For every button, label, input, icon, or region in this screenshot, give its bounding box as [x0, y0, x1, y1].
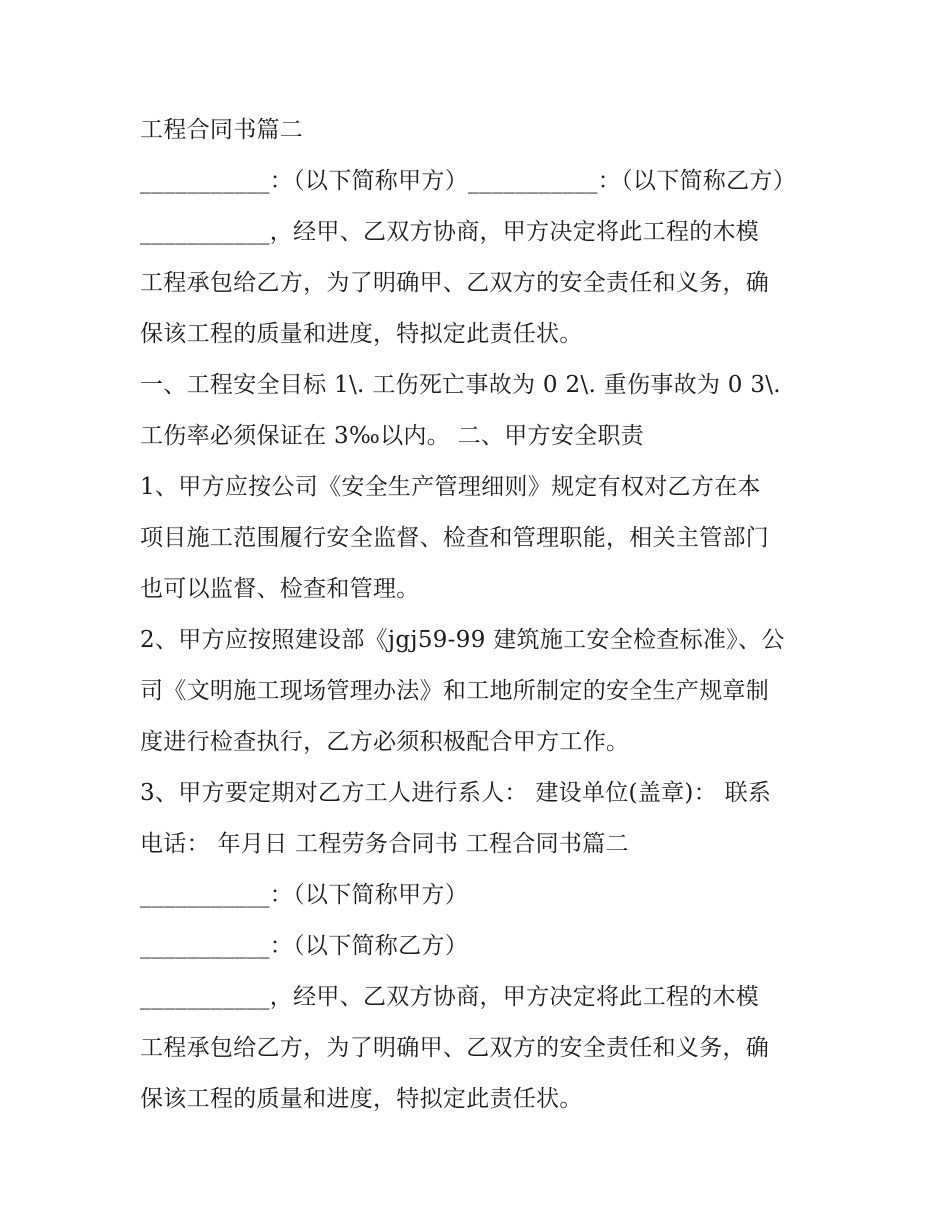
text-line: 工程承包给乙方，为了明确甲、乙双方的安全责任和义务，确 — [140, 270, 770, 296]
text-line: 2、甲方应按照建设部《jgj59-99 建筑施工安全检查标准》、公 — [140, 627, 785, 653]
text-line: 项目施工范围履行安全监督、检查和管理职能，相关主管部门 — [140, 525, 770, 551]
text-line: 1、甲方应按公司《安全生产管理细则》规定有权对乙方在本 — [140, 474, 761, 500]
text-line: 保该工程的质量和进度，特拟定此责任状。 — [140, 321, 583, 347]
text-line: 工程承包给乙方，为了明确甲、乙双方的安全责任和义务，确 — [140, 1035, 770, 1061]
text-line: ___________：（以下简称甲方）___________：（以下简称乙方） — [140, 168, 796, 194]
text-line: ___________：（以下简称甲方） — [140, 882, 468, 908]
text-line: 度进行检查执行，乙方必须积极配合甲方工作。 — [140, 729, 630, 755]
document-body — [140, 108, 820, 1128]
text-line: ___________，经甲、乙双方协商，甲方决定将此工程的木模 — [140, 219, 760, 245]
text-line: 司《文明施工现场管理办法》和工地所制定的安全生产规章制 — [140, 678, 770, 704]
text-line: 也可以监督、检查和管理。 — [140, 576, 420, 602]
text-line: 3、甲方要定期对乙方工人进行系人： 建设单位(盖章)： 联系 — [140, 780, 772, 806]
text-line: 电话： 年月日 工程劳务合同书 工程合同书篇二 — [140, 831, 629, 857]
text-line: 保该工程的质量和进度，特拟定此责任状。 — [140, 1086, 583, 1112]
text-line: 工伤率必须保证在 3‰以内。 二、甲方安全职责 — [140, 423, 645, 449]
text-line: ___________，经甲、乙双方协商，甲方决定将此工程的木模 — [140, 984, 760, 1010]
document-title: 工程合同书篇二 — [140, 117, 304, 143]
text-line: 一、工程安全目标 1\. 工伤死亡事故为 0 2\. 重伤事故为 0 3\. — [140, 372, 781, 398]
text-line: ___________：（以下简称乙方） — [140, 933, 468, 959]
